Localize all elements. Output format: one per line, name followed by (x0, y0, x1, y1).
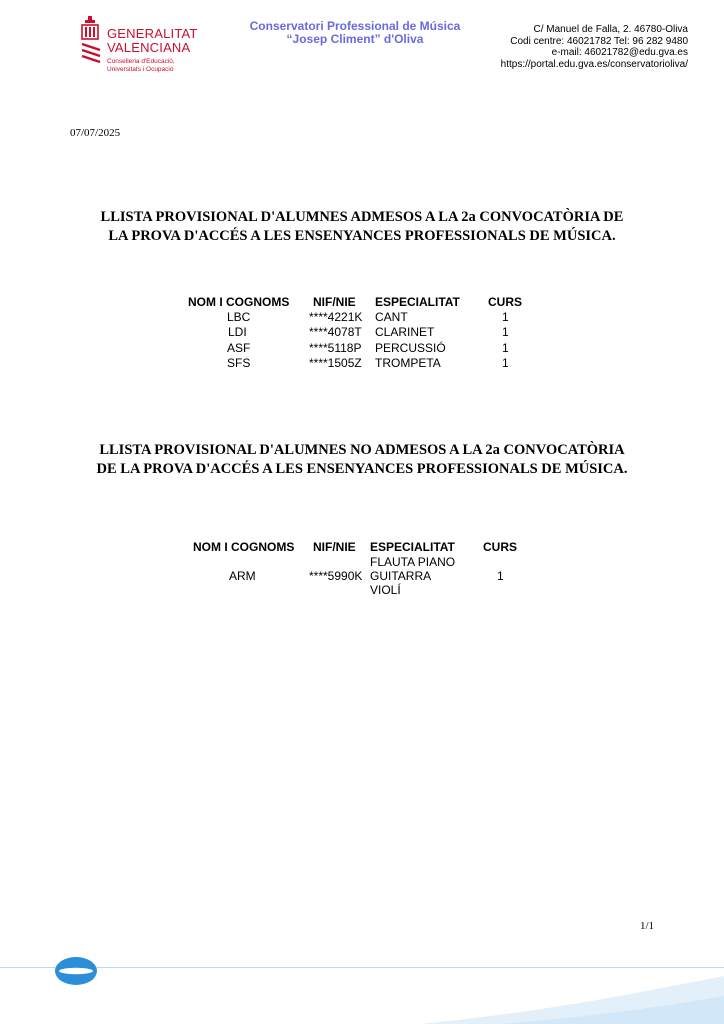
page-number: 1/1 (640, 920, 655, 932)
table-row-specialty: GUITARRA (370, 569, 432, 583)
footer-wave-decoration (0, 940, 724, 1024)
logo-sub-line1: Conselleria d'Educació, (107, 58, 175, 65)
table-row-name: LBC (227, 310, 251, 324)
table-row-name: SFS (227, 356, 251, 370)
table-row-course: 1 (502, 341, 509, 355)
table-row-name: ARM (229, 569, 256, 583)
logo-name-line1: GENERALITAT (107, 26, 198, 41)
not-admitted-header-name: NOM I COGNOMS (193, 540, 295, 554)
table-row-course: 1 (502, 356, 509, 370)
table-row-nif: ****1505Z (309, 356, 362, 370)
not-admitted-header-course: CURS (483, 540, 518, 554)
footer-ellipse-icon (55, 957, 97, 985)
conservatory-name-line2: “Josep Climent” d'Oliva (286, 32, 424, 46)
table-row-nif: ****5990K (309, 569, 363, 583)
admitted-header-name: NOM I COGNOMS (188, 295, 290, 309)
table-row-nif: ****4221K (309, 310, 363, 324)
table-row-course: 1 (497, 569, 504, 583)
contact-codes: Codi centre: 46021782 Tel: 96 282 9480 (510, 35, 688, 47)
not-admitted-header-nif: NIF/NIE (313, 540, 356, 554)
contact-email: e-mail: 46021782@edu.gva.es (551, 47, 688, 58)
table-row-specialty: TROMPETA (375, 356, 441, 370)
table-row-nif: ****4078T (309, 325, 362, 339)
logo-name-line2: VALENCIANA (107, 40, 191, 55)
table-row-name: ASF (227, 341, 251, 355)
not-admitted-header-specialty: ESPECIALITAT (370, 540, 455, 554)
contact-address: C/ Manuel de Falla, 2. 46780-Oliva (533, 24, 688, 35)
admitted-header-course: CURS (488, 295, 523, 309)
admitted-title-line1: LLISTA PROVISIONAL D'ALUMNES ADMESOS A LA 2a CONVOCATÒRIA DE (100, 209, 624, 225)
table-row-specialty: PERCUSSIÓ (375, 341, 446, 355)
table-row-specialty: FLAUTA PIANO (370, 555, 456, 569)
table-row-name: LDI (228, 325, 247, 339)
document-date: 07/07/2025 (70, 127, 121, 139)
admitted-header-nif: NIF/NIE (313, 295, 356, 309)
table-row-nif: ****5118P (309, 341, 362, 355)
admitted-title-line2: LA PROVA D'ACCÉS A LES ENSENYANCES PROFESSIONALS DE MÚSICA. (108, 228, 616, 244)
table-row-specialty: VIOLÍ (370, 583, 401, 597)
logo-sub-line2: Universitats i Ocupació (107, 66, 174, 73)
table-row-course: 1 (502, 310, 509, 324)
table-row-specialty: CLARINET (375, 325, 435, 339)
not-admitted-title-line2: DE LA PROVA D'ACCÉS A LES ENSENYANCES PROFESSIONALS DE MÚSICA. (96, 461, 628, 477)
contact-url[interactable]: https://portal.edu.gva.es/conservatorioliva/ (500, 58, 688, 70)
table-row-specialty: CANT (375, 310, 408, 324)
not-admitted-title-line1: LLISTA PROVISIONAL D'ALUMNES NO ADMESOS A LA 2a CONVOCATÒRIA (99, 442, 625, 458)
table-row-course: 1 (502, 325, 509, 339)
conservatory-name-line1: Conservatori Professional de Música (249, 19, 461, 33)
admitted-header-specialty: ESPECIALITAT (375, 295, 460, 309)
